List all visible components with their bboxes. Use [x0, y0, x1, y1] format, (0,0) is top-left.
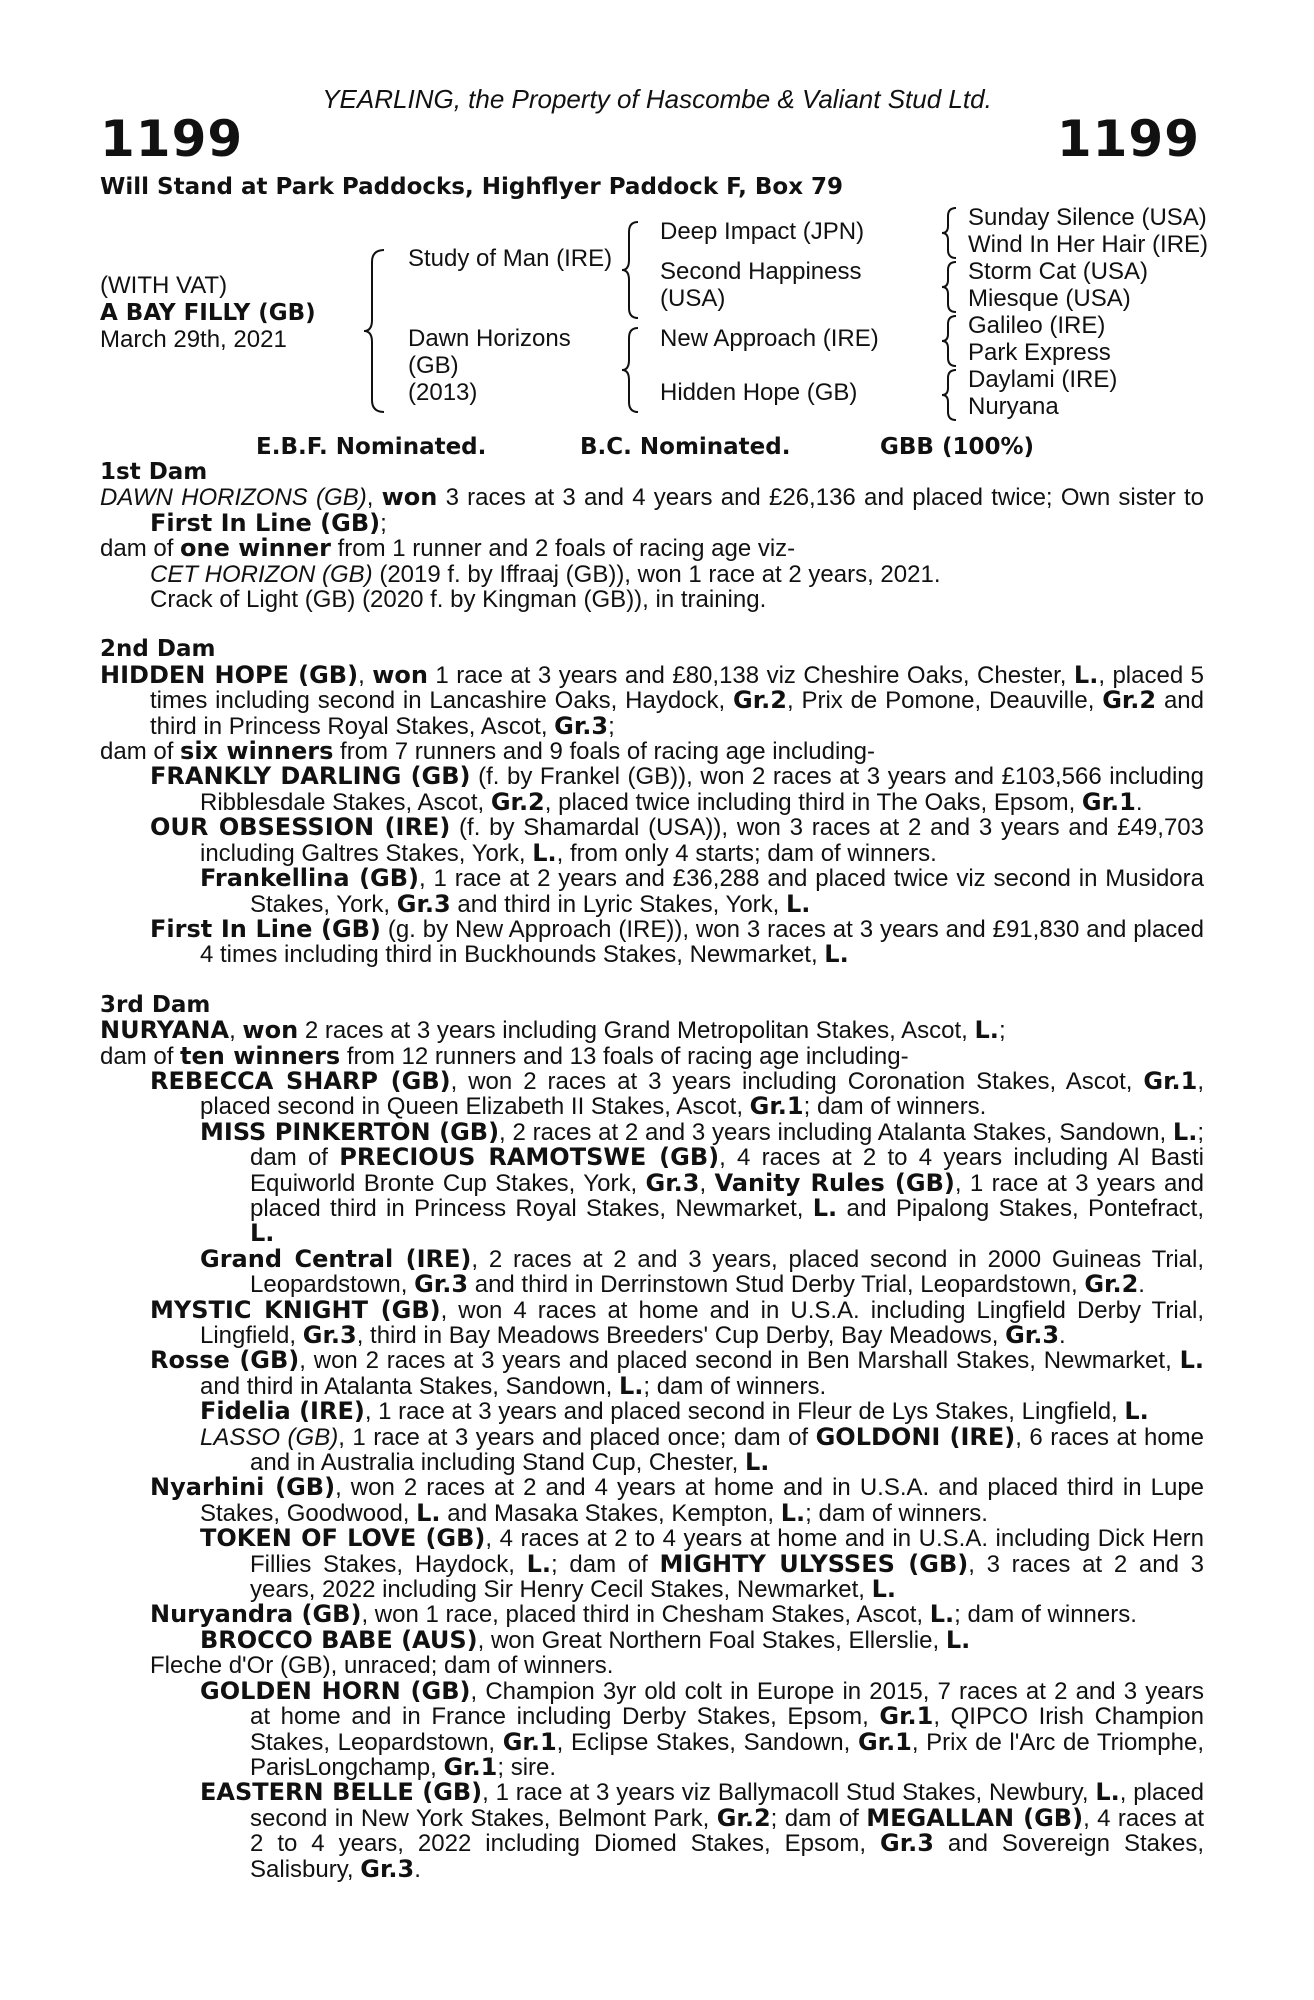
text: , 1 race at 3 years and placed second in Fleur de Lys Stakes, Lingfield, — [364, 1398, 1125, 1426]
grade: L. — [974, 1016, 999, 1045]
grade: Gr.2 — [1102, 686, 1157, 715]
text: from 12 runners and 13 foals of racing age including- — [340, 1042, 909, 1070]
text: ; dam of — [250, 1118, 1204, 1172]
horse-name: BROCCO BABE (AUS) — [200, 1625, 478, 1654]
produce-item: Fleche d'Or (GB), unraced; dam of winners. — [150, 1652, 614, 1680]
vat-note: (WITH VAT) — [100, 272, 228, 299]
text: , won 2 races at 3 years and placed second in Ben Marshall Stakes, Newmarket, — [299, 1347, 1180, 1375]
dam-dam: Hidden Hope (GB) — [660, 379, 858, 406]
grade: L. — [945, 1625, 971, 1654]
text: , 2 races at 2 and 3 years, placed second in 2000 Guineas Trial, Leopardstown, — [250, 1245, 1205, 1299]
text: , placed 5 times including second in Lancashire Oaks, Haydock, — [150, 661, 1205, 715]
winners-count: one winner — [180, 534, 331, 563]
horse-name: REBECCA SHARP (GB) — [150, 1066, 451, 1095]
lot-title: A BAY FILLY (GB) — [100, 300, 316, 326]
horse-name: OUR OBSESSION (IRE) — [150, 813, 451, 842]
dam-line2: (GB) — [408, 352, 459, 379]
text: ; dam of winners. — [643, 1372, 827, 1400]
pedigree-notes — [100, 460, 1204, 1882]
produce-item — [100, 1625, 1204, 1654]
produce-item — [100, 815, 1204, 866]
text: ; dam of — [551, 1550, 660, 1578]
second-dam-record: HIDDEN HOPE (GB), won 1 race at 3 years and £80,138 viz Cheshire Oaks, Chester, L., placed 5 times including second in Lancashire Oaks, Haydock, Gr.2, Prix de Pomone, Deauville, Gr.2 and third in Princess Royal Stakes, Ascot, Gr.3; — [100, 660, 1205, 740]
text: and third in Atalanta Stakes, Sandown, — [200, 1372, 619, 1400]
grade: L. — [744, 1448, 770, 1477]
winners-count: ten winners — [180, 1041, 341, 1070]
grade: L. — [1179, 1346, 1204, 1375]
ebf-nomination: E.B.F. Nominated. — [256, 434, 487, 460]
text: ; dam of winners. — [803, 1093, 987, 1121]
text: , 2 races at 2 and 3 years including Atalanta Stakes, Sandown, — [499, 1118, 1173, 1146]
grade: Gr.3 — [645, 1168, 700, 1197]
won-label: won — [242, 1016, 299, 1045]
grade: Gr.1 — [443, 1752, 498, 1781]
third-dam-record: NURYANA, won 2 races at 3 years including Grand Metropolitan Stakes, Ascot, L.; — [100, 1016, 1006, 1045]
text: and third in Lyric Stakes, York, — [450, 890, 786, 918]
grade: Gr.3 — [302, 1321, 357, 1349]
text: ; dam of winners. — [954, 1601, 1137, 1629]
bc-nomination: B.C. Nominated. — [580, 434, 791, 460]
text: , from only 4 starts; dam of winners. — [556, 839, 937, 867]
pedigree-brace-g12 — [940, 206, 962, 260]
grade: L. — [526, 1549, 551, 1578]
text: 2 races at 3 years including Grand Metropolitan Stakes, Ascot, — [298, 1017, 975, 1045]
text: 1 race at 3 years and £80,138 viz Cheshire Oaks, Chester, — [427, 661, 1074, 689]
text: , won 1 race, placed third in Chesham Stakes, Ascot, — [361, 1601, 930, 1629]
grade: Gr.2 — [490, 787, 545, 816]
text: , won Great Northern Foal Stakes, Ellerslie, — [477, 1626, 946, 1654]
horse-name: PRECIOUS RAMOTSWE (GB) — [339, 1143, 720, 1172]
grade: L. — [250, 1219, 275, 1248]
text: , third in Bay Meadows Breeders' Cup Derby, Bay Meadows, — [356, 1322, 1006, 1349]
gg-1: Sunday Silence (USA) — [968, 204, 1207, 231]
gg-5: Galileo (IRE) — [968, 312, 1106, 339]
dam-name: HIDDEN HOPE (GB) — [100, 660, 359, 689]
text: and third in Derrinstown Stud Derby Trial, Leopardstown, — [468, 1271, 1085, 1299]
grade: L. — [929, 1600, 955, 1629]
third-dam-heading: 3rd Dam — [100, 991, 211, 1018]
text: , 3 races at 2 and 3 years, 2022 including Sir Henry Cecil Stakes, Newmarket, — [250, 1550, 1204, 1604]
pedigree-brace-main — [362, 248, 392, 414]
text: and Masaka Stakes, Kempton, — [440, 1499, 781, 1527]
horse-name: Fidelia (IRE) — [200, 1397, 365, 1426]
text: , 1 race at 3 years and placed once; dam of — [338, 1423, 816, 1451]
stand-location: Will Stand at Park Paddocks, Highflyer Paddock F, Box 79 — [100, 174, 844, 200]
pedigree-brace-g78 — [940, 368, 962, 422]
text: , Eclipse Stakes, Sandown, — [556, 1728, 858, 1756]
winners-count: six winners — [180, 737, 334, 766]
sire-sire: Deep Impact (JPN) — [660, 218, 865, 245]
grade: Gr.3 — [414, 1270, 469, 1299]
text: from 1 runner and 2 foals of racing age viz- — [330, 535, 796, 563]
produce-item — [100, 1399, 1204, 1424]
horse-name: Frankellina (GB) — [200, 864, 419, 893]
grade: L. — [812, 1193, 838, 1222]
text: , won 2 races at 2 and 4 years at home and in U.S.A. and placed third in Lupe Stakes, Goodwood, — [200, 1474, 1205, 1527]
horse-name: Vanity Rules (GB) — [714, 1168, 955, 1197]
second-dam-produce-summary — [100, 739, 1204, 764]
text: . — [1138, 1271, 1145, 1299]
text: (g. by New Approach (IRE)), won 3 races at 3 years and £91,830 and placed 4 times including third in Buckhounds Stakes, Newmarket, — [200, 915, 1204, 969]
horse-name: MYSTIC KNIGHT (GB) — [150, 1295, 441, 1324]
text: ; sire. — [497, 1753, 557, 1781]
horse-name: TOKEN OF LOVE (GB) — [200, 1524, 486, 1553]
text: ; — [998, 1017, 1006, 1045]
text: and third in Princess Royal Stakes, Ascot, — [150, 687, 1204, 740]
grade: Gr.1 — [879, 1702, 934, 1731]
grade: L. — [1095, 1778, 1120, 1807]
gg-3: Storm Cat (USA) — [968, 258, 1149, 285]
gg-8: Nuryana — [968, 393, 1059, 420]
horse-name: Rosse (GB) — [150, 1346, 300, 1375]
dam-line3: (2013) — [408, 379, 478, 406]
text: , Prix de l'Arc de Triomphe, ParisLongchamp, — [250, 1728, 1204, 1781]
text: (f. by Shamardal (USA)), won 3 races at 2 and 3 years and £49,703 including Galtres Stakes, York, — [200, 814, 1204, 867]
text: (2019 f. by Iffraaj (GB)), won 1 race at 2 years, 2021. — [372, 560, 941, 588]
grade: Gr.1 — [1081, 787, 1136, 816]
sister-name: First In Line (GB) — [150, 508, 381, 537]
grade: L. — [780, 1498, 806, 1527]
text: , QIPCO Irish Champion Stakes, Leopardstown, — [250, 1703, 1204, 1756]
vendor-line: YEARLING, the Property of Hascombe & Valiant Stud Ltd. — [322, 84, 992, 114]
horse-name: MISS PINKERTON (GB) — [200, 1117, 500, 1146]
won-label: won — [381, 483, 438, 512]
grade: Gr.2 — [733, 686, 787, 715]
grade: Gr.1 — [1143, 1066, 1198, 1095]
first-dam-heading: 1st Dam — [100, 459, 208, 485]
horse-name: FRANKLY DARLING (GB) — [150, 762, 471, 791]
text: dam of — [100, 1042, 181, 1070]
grade: L. — [871, 1575, 897, 1604]
grade: Gr.3 — [880, 1829, 934, 1858]
produce-item — [100, 866, 1204, 917]
horse-name: Grand Central (IRE) — [200, 1244, 472, 1273]
text: , 1 race at 2 years and £36,288 and placed twice viz second in Musidora Stakes, York, — [250, 865, 1204, 918]
pedigree-brace-sire — [620, 220, 644, 320]
gg-6: Park Express — [968, 339, 1111, 366]
grade: Gr.3 — [360, 1854, 415, 1883]
text: . — [1059, 1322, 1066, 1349]
produce-item — [100, 1526, 1204, 1602]
foaling-date: March 29th, 2021 — [100, 326, 287, 353]
grade: Gr.2 — [1084, 1270, 1139, 1299]
horse-name: GOLDONI (IRE) — [815, 1422, 1016, 1451]
horse-name: CET HORIZON (GB) — [150, 560, 373, 588]
grade: Gr.3 — [396, 889, 451, 918]
gg-2: Wind In Her Hair (IRE) — [968, 231, 1209, 258]
sire: Study of Man (IRE) — [408, 245, 613, 272]
text: 3 races at 3 and 4 years and £26,136 and placed twice; Own sister to — [437, 484, 1204, 512]
text: dam of — [100, 535, 181, 563]
text: , 4 races at 2 to 4 years, 2022 including Diomed Stakes, Epsom, — [250, 1804, 1204, 1858]
text: and Sovereign Stakes, Salisbury, — [250, 1830, 1204, 1883]
grade: Gr.1 — [749, 1092, 804, 1121]
produce-item — [100, 1676, 1204, 1781]
horse-name: Nyarhini (GB) — [150, 1473, 336, 1502]
horse-name: Nuryandra (GB) — [150, 1600, 362, 1629]
first-dam-produce-summary — [100, 536, 1204, 561]
second-dam-heading: 2nd Dam — [100, 636, 216, 663]
grade: L. — [416, 1498, 441, 1527]
horse-name: GOLDEN HORN (GB) — [200, 1676, 471, 1705]
produce-item — [100, 1422, 1205, 1477]
dam-name: NURYANA — [100, 1016, 230, 1045]
produce-item — [100, 1117, 1205, 1248]
produce-item — [100, 764, 1204, 815]
produce-item: Crack of Light (GB) (2020 f. by Kingman (GB)), in training. — [150, 586, 767, 614]
won-label: won — [372, 660, 428, 689]
grade: Gr.2 — [716, 1803, 771, 1832]
text: , — [699, 1169, 715, 1197]
gg-7: Daylami (IRE) — [968, 366, 1118, 393]
produce-item — [100, 1244, 1205, 1299]
gbb-status: GBB (100%) — [880, 434, 1035, 460]
grade: Gr.3 — [554, 711, 609, 740]
grade: L. — [1124, 1397, 1149, 1426]
text: , 1 race at 3 years and placed third in Princess Royal Stakes, Newmarket, — [250, 1169, 1204, 1222]
produce-item — [100, 1348, 1204, 1399]
produce-item — [100, 1602, 1204, 1627]
produce-item — [100, 914, 1204, 969]
grade: Gr.1 — [857, 1727, 912, 1756]
text: , placed twice including third in The Oaks, Epsom, — [544, 788, 1082, 816]
text: , 4 races at 2 to 4 years at home and in U.S.A. including Dick Hern Fillies Stakes, Haydock, — [250, 1525, 1205, 1578]
pedigree-brace-g56 — [940, 314, 962, 368]
gg-4: Miesque (USA) — [968, 285, 1131, 312]
text: , won 2 races at 3 years including Coronation Stakes, Ascot, — [450, 1067, 1144, 1095]
sire-dam-line1: Second Happiness — [660, 258, 862, 285]
horse-name: First In Line (GB) — [150, 914, 381, 943]
text: . — [1135, 788, 1143, 816]
text: from 7 runners and 9 foals of racing age including- — [333, 738, 876, 766]
produce-item — [100, 1780, 1204, 1882]
produce-item — [100, 1066, 1204, 1121]
text: , placed second in Queen Elizabeth II Stakes, Ascot, — [200, 1067, 1204, 1121]
produce-item — [100, 562, 1204, 587]
text: , 6 races at home and in Australia including Stand Cup, Chester, — [250, 1423, 1205, 1477]
text: , Champion 3yr old colt in Europe in 2015, 7 races at 2 and 3 years at home and in France including Derby Stakes, Epsom, — [250, 1677, 1204, 1731]
text: , Prix de Pomone, Deauville, — [786, 687, 1103, 715]
pedigree-brace-g34 — [940, 260, 962, 314]
produce-item — [100, 1295, 1204, 1349]
horse-name: EASTERN BELLE (GB) — [200, 1778, 483, 1807]
grade: L. — [1073, 660, 1099, 689]
horse-name: LASSO (GB) — [200, 1423, 339, 1451]
lot-number-left: 1199 — [100, 110, 244, 168]
text: , placed second in New York Stakes, Belmont Park, — [250, 1779, 1204, 1832]
grade: L. — [824, 940, 849, 969]
text: ; dam of winners. — [805, 1499, 988, 1527]
dam-sire: New Approach (IRE) — [660, 325, 879, 352]
grade: L. — [618, 1371, 644, 1400]
horse-name: MIGHTY ULYSSES (GB) — [659, 1549, 969, 1578]
horse-name: MEGALLAN (GB) — [866, 1803, 1084, 1832]
dam-name: DAWN HORIZONS (GB) — [100, 484, 367, 512]
text: (f. by Frankel (GB)), won 2 races at 3 years and £103,566 including Ribblesdale Stakes, Ascot, — [200, 763, 1204, 816]
text: , won 4 races at home and in U.S.A. including Lingfield Derby Trial, Lingfield, — [200, 1296, 1204, 1349]
text: ; dam of — [770, 1804, 867, 1832]
produce-item — [100, 1475, 1204, 1526]
third-dam-produce-summary — [100, 1041, 1204, 1070]
text: ; — [608, 712, 615, 740]
lot-number-right: 1199 — [1056, 110, 1200, 168]
dam-line1: Dawn Horizons — [408, 325, 571, 352]
text: , 1 race at 3 years viz Ballymacoll Stud Stakes, Newbury, — [482, 1779, 1096, 1807]
text: . — [414, 1855, 421, 1883]
pedigree-brace-dam — [620, 326, 644, 414]
grade: L. — [786, 889, 811, 918]
grade: Gr.3 — [1005, 1321, 1060, 1349]
text: dam of — [100, 738, 181, 766]
sire-dam-line2: (USA) — [660, 285, 726, 312]
first-dam-record: DAWN HORIZONS (GB), won 3 races at 3 and 4 years and £26,136 and placed twice; Own sister to First In Line (GB); — [100, 483, 1204, 537]
grade: L. — [1172, 1117, 1198, 1146]
grade: Gr.1 — [502, 1727, 557, 1756]
text: ; — [380, 509, 387, 537]
grade: L. — [532, 838, 557, 867]
text: and Pipalong Stakes, Pontefract, — [837, 1194, 1205, 1222]
text: , 4 races at 2 to 4 years including Al Basti Equiworld Bronte Cup Stakes, York, — [250, 1144, 1204, 1197]
